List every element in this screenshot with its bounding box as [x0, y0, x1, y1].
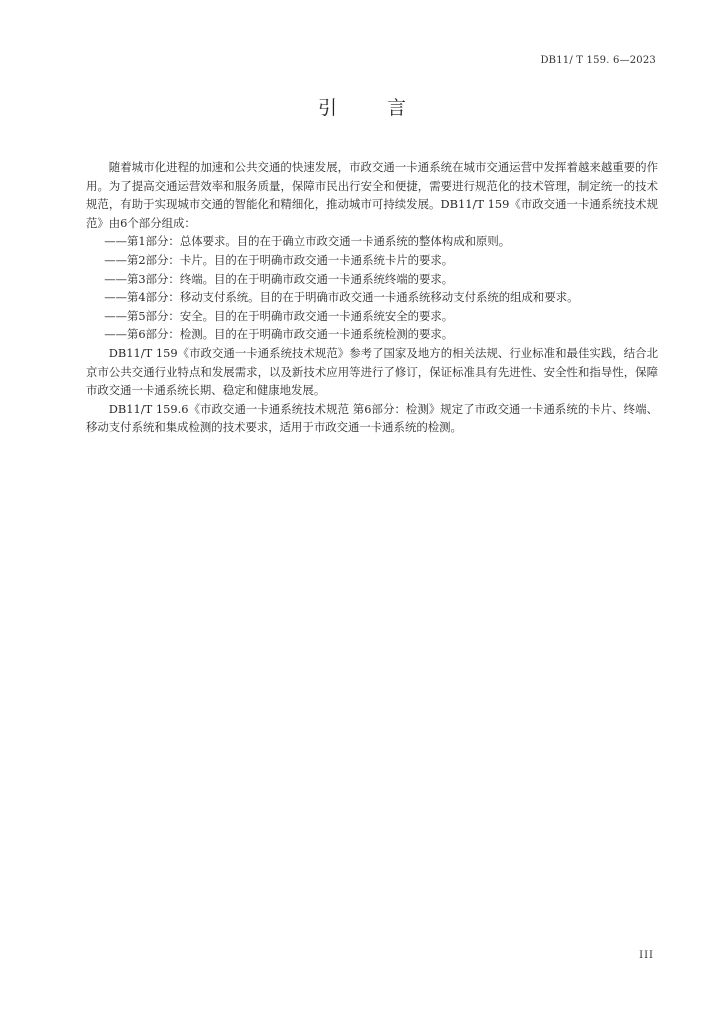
intro-paragraph: 随着城市化进程的加速和公共交通的快速发展，市政交通一卡通系统在城市交通运营中发挥着越来越重要的作用。为了提高交通运营效率和服务质量，保障市民出行安全和便捷，需要进行规范化的技术管理，制定统一的技术规范，有助于实现城市交通的智能化和精细化，推动城市可持续发展。DB11/T 159《市政交通一卡通系统技术规范》由6个部分组成：	[86, 160, 658, 230]
part-item-3: ——第3部分：终端。目的在于明确市政交通一卡通系统终端的要求。	[104, 271, 454, 286]
page-number: III	[639, 950, 654, 961]
body-text	[86, 158, 658, 437]
part-item-5: ——第5部分：安全。目的在于明确市政交通一卡通系统安全的要求。	[104, 308, 454, 323]
part-item-1: ——第1部分：总体要求。目的在于确立市政交通一卡通系统的整体构成和原则。	[104, 234, 511, 249]
scope-paragraph: DB11/T 159.6《市政交通一卡通系统技术规范 第6部分：检测》规定了市政交通一卡通系统的卡片、终端、移动支付系统和集成检测的技术要求，适用于市政交通一卡通系统的检测。	[86, 401, 658, 435]
part-item-6: ——第6部分：检测。目的在于明确市政交通一卡通系统检测的要求。	[104, 327, 454, 342]
reference-paragraph: DB11/T 159《市政交通一卡通系统技术规范》参考了国家及地方的相关法规、行业标准和最佳实践，结合北京市公共交通行业特点和发展需求，以及新技术应用等进行了修订，保证标准具有先进性、安全性和指导性，保障市政交通一卡通系统长期、稳定和健康地发展。	[86, 345, 658, 398]
page-title: 引 言	[317, 97, 429, 119]
part-item-4: ——第4部分：移动支付系统。目的在于明确市政交通一卡通系统移动支付系统的组成和要求。	[104, 290, 579, 305]
part-item-2: ——第2部分：卡片。目的在于明确市政交通一卡通系统卡片的要求。	[104, 252, 454, 267]
document-code: DB11/ T 159. 6—2023	[540, 55, 656, 66]
